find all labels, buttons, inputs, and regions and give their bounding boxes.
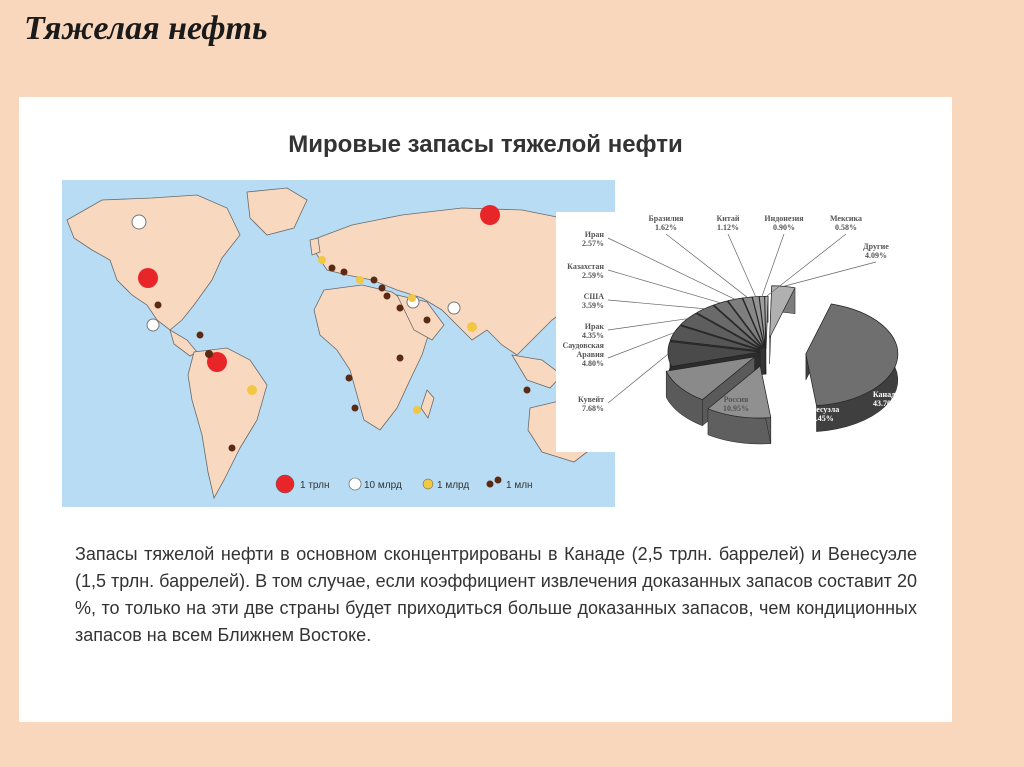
pie-leader-line	[608, 333, 674, 358]
deposit-marker-tiny	[341, 269, 348, 276]
deposit-marker-small	[467, 322, 477, 332]
madagascar-shape	[421, 390, 434, 418]
pie-label: Россия	[723, 395, 749, 404]
pie-label: США	[583, 292, 604, 301]
pie-leader-line	[666, 234, 747, 297]
pie-label: Канада	[872, 390, 900, 399]
deposit-marker-small	[318, 256, 326, 264]
pie-chart	[556, 212, 952, 452]
deposit-marker-tiny	[329, 265, 336, 272]
legend-label: 1 млрд	[437, 480, 470, 491]
pie-chart-svg	[556, 212, 952, 452]
pie-label: Венесуэла	[802, 405, 840, 414]
deposit-marker-tiny	[379, 285, 386, 292]
slide-title: Тяжелая нефть	[24, 10, 268, 47]
south-america-shape	[188, 348, 267, 498]
deposit-marker-small	[356, 276, 364, 284]
description	[75, 541, 917, 649]
pie-value-label: 0.58%	[835, 223, 857, 232]
deposit-marker-medium	[448, 302, 460, 314]
legend-label: 10 млрд	[364, 480, 402, 491]
legend	[276, 475, 533, 493]
pie-value-label: 2.57%	[582, 239, 604, 248]
pie-value-label: 3.59%	[582, 301, 604, 310]
deposit-marker-small	[247, 385, 257, 395]
pie-label: Аравия	[576, 350, 604, 359]
pie-label: Иран	[584, 230, 604, 239]
pie-label: Мексика	[829, 214, 863, 223]
pie-label: Саудовская	[562, 341, 604, 350]
pie-value-label: 2.59%	[582, 271, 604, 280]
uk-shape	[310, 238, 320, 255]
deposit-marker-tiny	[352, 405, 359, 412]
pie-leader-line	[608, 270, 720, 303]
pie-label: Кувейт	[577, 395, 604, 404]
pie-label: Казахстан	[567, 262, 604, 271]
deposit-marker-tiny	[205, 350, 213, 358]
pie-value-label: 4.80%	[582, 359, 604, 368]
southeast-asia-shape	[512, 355, 562, 388]
deposit-marker-tiny	[346, 375, 353, 382]
pie-leader-line	[728, 234, 756, 297]
legend-label: 1 трлн	[300, 480, 330, 491]
deposit-marker-tiny	[397, 305, 404, 312]
description-text: Запасы тяжелой нефти в основном сконцентрированы в Канаде (2,5 трлн. баррелей) и Венесуэле (1,5 трлн. баррелей). В том случае, если коэффициент извлечения доказанных запасов составит 20 %, то только на эти две страны будет приходиться больше доказанных запасов, чем кондиционных запасов на всем Ближнем Востоке.	[75, 544, 917, 645]
content-panel	[19, 97, 952, 722]
pie-value-label: 1.12%	[717, 223, 739, 232]
pie-value-label: 7.68%	[582, 404, 604, 413]
deposit-marker-tiny	[524, 387, 531, 394]
continents	[67, 188, 610, 498]
pie-label: Китай	[716, 214, 740, 223]
pie-leader-line	[784, 262, 876, 286]
deposit-marker-tiny	[229, 445, 236, 452]
central-america-shape	[170, 330, 197, 356]
deposit-marker-tiny	[371, 277, 378, 284]
deposit-marker-tiny	[155, 302, 162, 309]
pie-leader-line	[608, 319, 688, 330]
legend-label: 1 млн	[506, 480, 533, 491]
deposit-marker-tiny	[424, 317, 431, 324]
pie-label: Другие	[863, 242, 889, 251]
pie-leader-line	[608, 354, 668, 403]
pie-value-label: 4.35%	[582, 331, 604, 340]
deposit-marker-tiny	[397, 355, 404, 362]
pie-value-label: 10.95%	[723, 404, 749, 413]
pie-value-label: 11.45%	[808, 414, 834, 423]
pie-leader-line	[608, 300, 704, 309]
north-america-shape	[67, 195, 240, 330]
world-map	[62, 180, 615, 507]
pie-value-label: 1.62%	[655, 223, 677, 232]
legend-marker-1bn	[423, 479, 433, 489]
deposit-marker-large	[138, 268, 158, 288]
pie-label: Ирак	[584, 322, 604, 331]
deposit-marker-small	[408, 294, 416, 302]
legend-marker-10bn	[349, 478, 361, 490]
pie-label: Индонезия	[764, 214, 804, 223]
pie-leader-line	[766, 234, 846, 296]
deposit-marker-medium	[147, 319, 159, 331]
pie-leader-line	[608, 238, 735, 299]
pie-value-label: 43.70%	[873, 399, 899, 408]
pie-value-label: 0.90%	[773, 223, 795, 232]
legend-marker-trillion	[276, 475, 294, 493]
deposit-marker-tiny	[197, 332, 204, 339]
deposit-marker-small	[413, 406, 421, 414]
pie-value-label: 4.09%	[865, 251, 887, 260]
world-map-svg	[62, 180, 615, 507]
deposit-marker-large	[480, 205, 500, 225]
pie-label: Бразилия	[648, 214, 684, 223]
deposit-marker-medium	[132, 215, 146, 229]
legend-marker-1mn	[487, 481, 494, 488]
chart-title: Мировые запасы тяжелой нефти	[288, 131, 683, 158]
legend-marker-1mn	[495, 477, 502, 484]
deposit-marker-tiny	[384, 293, 391, 300]
greenland-shape	[247, 188, 307, 235]
